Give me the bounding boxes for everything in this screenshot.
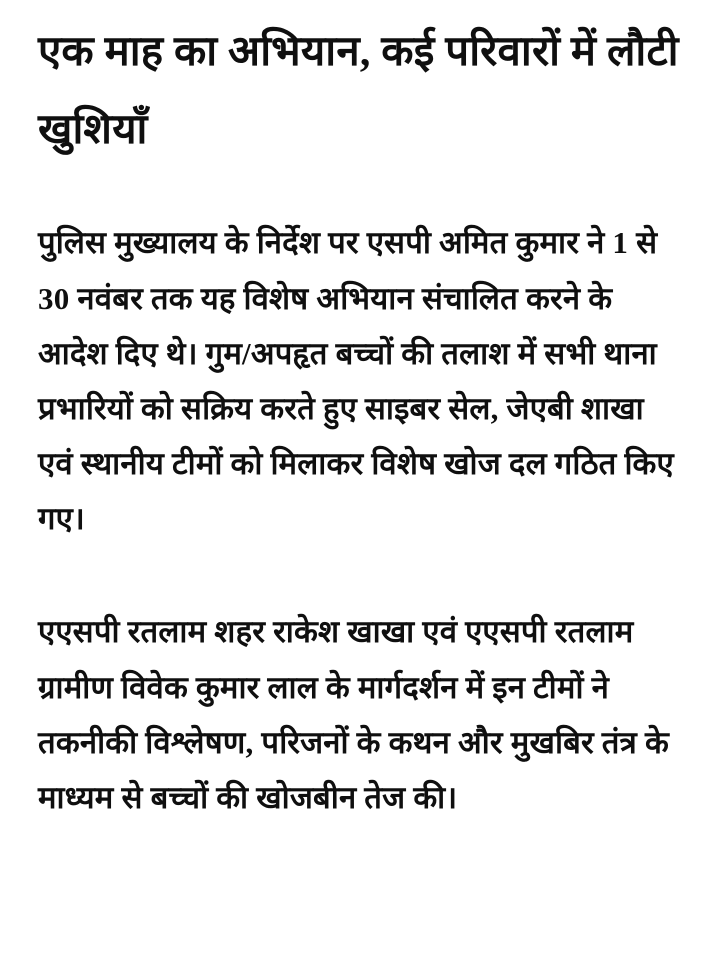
article-paragraph-2: एएसपी रतलाम शहर राकेश खाखा एवं एएसपी रतलाम ग्रामीण विवेक कुमार लाल के मार्गदर्शन में इन टीमों ने तकनीकी विश्लेषण, परिजनों के कथन और मुखबिर तंत्र के माध्यम से बच्चों की खोजबीन तेज की। <box>38 614 669 815</box>
article-title: एक माह का अभियान, कई परिवारों में लौटी खुशियाँ <box>38 29 679 153</box>
article-paragraph-1: पुलिस मुख्यालय के निर्देश पर एसपी अमित कुमार ने 1 से 30 नवंबर तक यह विशेष अभियान संचालित करने के आदेश दिए थे। गुम/अपहृत बच्चों की तलाश में सभी थाना प्रभारियों को सक्रिय करते हुए साइबर सेल, जेएबी शाखा एवं स्थानीय टीमों को मिलाकर विशेष खोज दल गठित किए गए। <box>38 225 674 537</box>
